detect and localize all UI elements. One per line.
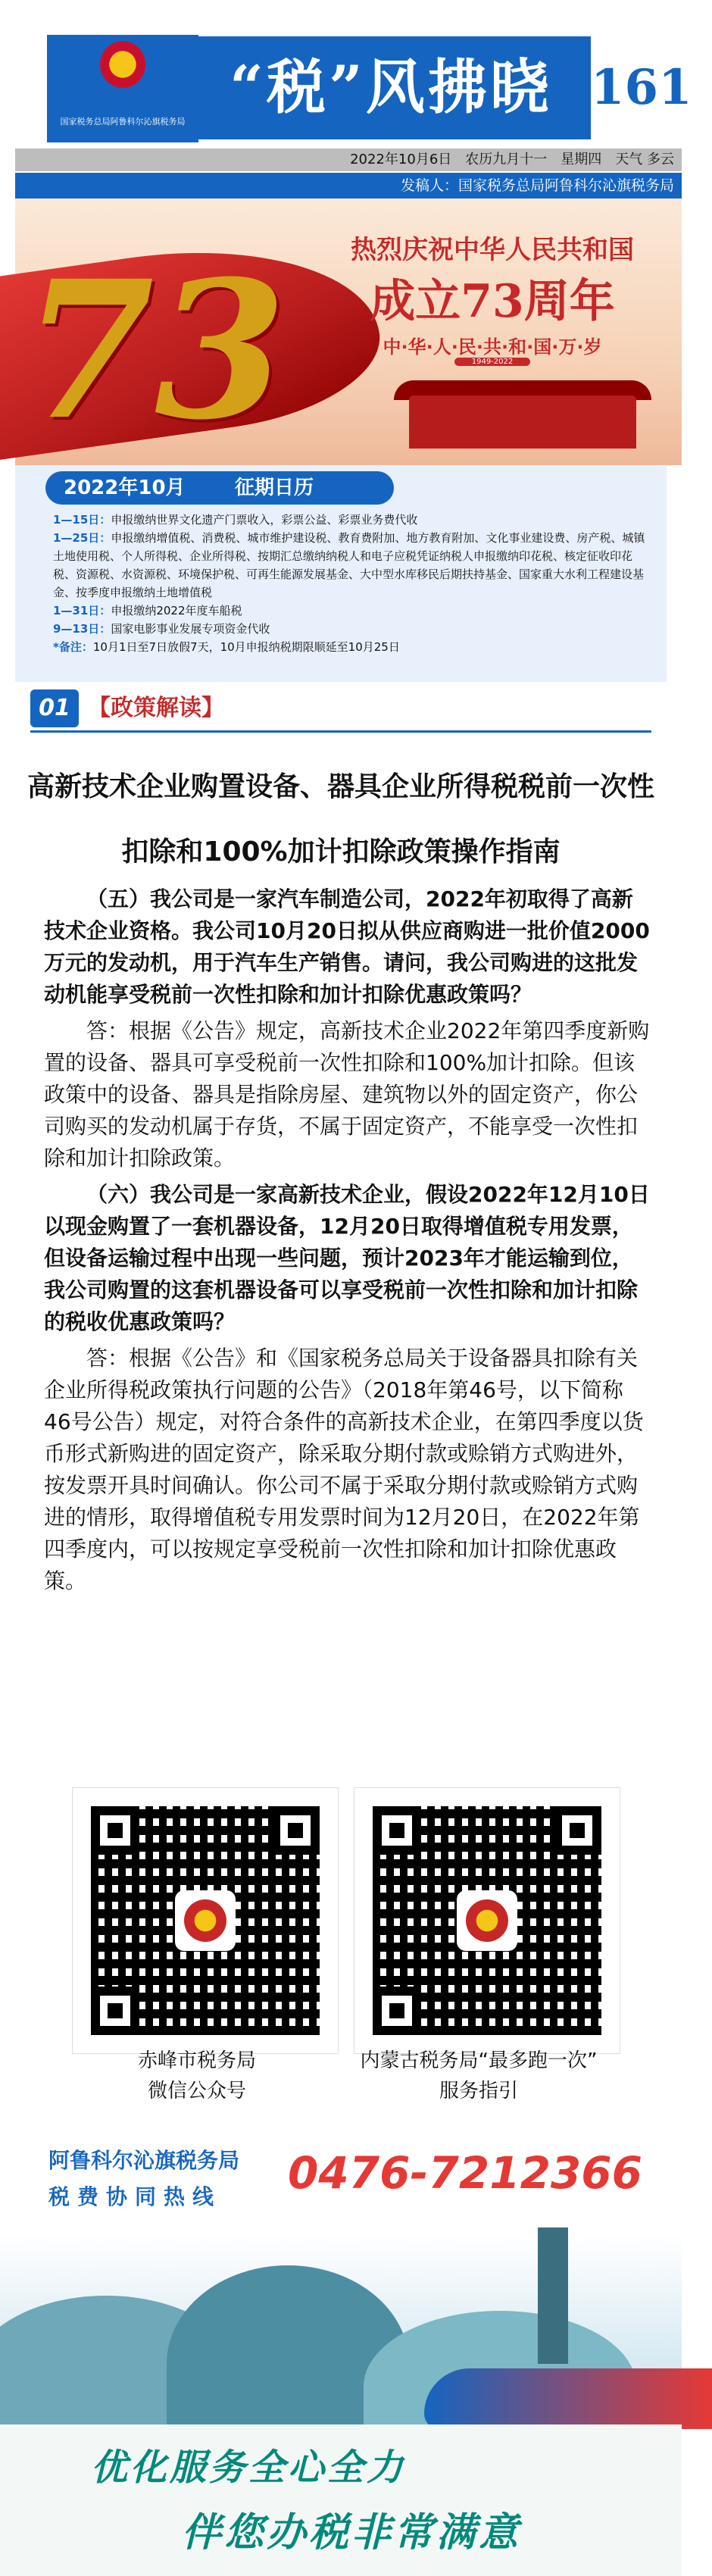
- hotline-phone[interactable]: 0476-7212366: [288, 2147, 642, 2199]
- calendar-item: [53, 638, 651, 656]
- anniversary-banner: [15, 199, 682, 465]
- banner-title: 成立73周年: [370, 275, 615, 328]
- section-number-badge: 01: [30, 689, 79, 727]
- calendar-title: 征期日历: [235, 477, 314, 499]
- calendar-item: [53, 529, 651, 602]
- page-title: “税”风拂晓: [230, 53, 552, 122]
- section-title: 【政策解读】: [88, 695, 224, 721]
- calendar-range: 9—13日：: [53, 622, 111, 636]
- article-body: [44, 883, 650, 1602]
- bullet-train-image: [424, 2368, 712, 2429]
- qr-finder: [373, 1806, 421, 1855]
- question-paragraph: （六）我公司是一家高新技术企业，假设2022年12月10日以现金购置了一套机器设备，12月20日取得增值税专用发票，但设备运输过程中出现一些问题，预计2023年才能运输到位，我公司购置的这套机器设备可以享受税前一次性扣除和加计扣除的税收优惠政策吗？: [44, 1182, 650, 1334]
- qr-finder: [271, 1806, 320, 1855]
- qr1-caption-line2: 微信公众号: [147, 2080, 246, 2102]
- masthead: [0, 0, 692, 199]
- star-icon: ★: [114, 52, 132, 75]
- qr-finder: [91, 1987, 139, 2035]
- article-title: 高新技术企业购置设备、器具企业所得税税前一次性扣除和100%加计扣除政策操作指南: [27, 771, 654, 868]
- calendar-note-label: *备注：: [53, 640, 93, 654]
- calendar-item: [53, 511, 651, 529]
- banner-years: 1949-2022: [454, 358, 530, 366]
- calendar-range: 1—25日：: [53, 531, 111, 545]
- calendar-text: 申报缴纳增值税、消费税、城市维护建设税、教育费附加、地方教育附加、文化事业建设费、房产税、城镇土地使用税、个人所得税、企业所得税、按期汇总缴纳纳税人和电子应税凭证纳税人申报缴纳印花税、核定征收印花税、资源税、水资源税、环境保护税、可再生能源发展基金、大中型水库移民后期扶持基金、国家重大水利工程建设基金、按季度申报缴纳土地增值税: [53, 531, 645, 599]
- calendar-range: 1—15日：: [53, 513, 111, 527]
- answer-paragraph: 答：根据《公告》和《国家税务总局关于设备器具扣除有关企业所得税政策执行问题的公告》（2018年第46号，以下简称46号公告）规定，对符合条件的高新技术企业，在第四季度以货币形式新购进的固定资产，除采取分期付款或赊销方式购进外，按发票开具时间确认。你公司不属于采取分期付款或赊销方式购进的情形，取得增值税专用发票时间为12月20日，在2022年第四季度内，可以按规定享受税前一次性扣除和加计扣除优惠政策。: [44, 1346, 644, 1593]
- calendar-item: [53, 602, 651, 620]
- calendar-note: 10月1日至7日放假7天，10月申报纳税期限顺延至10月25日: [92, 640, 400, 654]
- publisher-bar: [15, 173, 682, 199]
- calendar-list: [53, 511, 651, 656]
- qr-finder: [373, 1987, 421, 2035]
- footer-illustration: [0, 2235, 682, 2575]
- qr-center-logo: [457, 1890, 517, 1951]
- qr-code-service-guide[interactable]: [354, 1788, 620, 2053]
- calendar-text: 申报缴纳世界文化遗产门票收入，彩票公益、彩票业务费代收: [111, 513, 418, 527]
- section-divider: [30, 730, 651, 733]
- qr-finder: [91, 1806, 139, 1855]
- big-73-numeral: 73: [23, 239, 286, 461]
- calendar-text: 国家电影事业发展专项资金代收: [111, 622, 270, 636]
- tax-emblem-icon: [184, 1899, 226, 1942]
- date-line: 2022年10月6日 农历九月十一 星期四 天气 多云: [350, 152, 674, 167]
- qr-center-logo: [175, 1890, 236, 1951]
- title-box: [194, 36, 588, 139]
- qr1-caption-line1: 赤峰市税务局: [137, 2049, 256, 2072]
- banner-headline: 热烈庆祝中华人民共和国: [351, 235, 634, 265]
- calendar-month: 2022年10月: [64, 477, 186, 499]
- slogan-line2: 伴您办税非常满意: [182, 2509, 522, 2556]
- hotline-org: 阿鲁科尔沁旗税务局: [48, 2148, 240, 2173]
- publisher-line: 发稿人：国家税务总局阿鲁科尔沁旗税务局: [400, 177, 674, 194]
- banner-slogan: 中·华·人·民·共·和·国·万·岁: [383, 336, 602, 358]
- calendar-range: 1—31日：: [53, 604, 111, 617]
- qr2-caption-line1: 内蒙古税务局“最多跑一次”: [360, 2049, 598, 2072]
- qr-finder: [553, 1806, 601, 1855]
- qr2-caption-line2: 服务指引: [439, 2080, 518, 2102]
- slogan-line1: 优化服务全心全力: [91, 2446, 407, 2489]
- issue-number: 161: [591, 59, 692, 116]
- qr1-caption: [61, 2046, 333, 2106]
- answer-paragraph: 答：根据《公告》规定，高新技术企业2022年第四季度新购置的设备、器具可享受税前一次性扣除和100%加计扣除。但该政策中的设备、器具是指除房屋、建筑物以外的固定资产，你公司购买的发动机属于存货，不属于固定资产，不能享受一次性扣除和加计扣除政策。: [44, 1018, 650, 1171]
- logo-caption: 国家税务总局阿鲁科尔沁旗税务局: [60, 117, 186, 127]
- calendar-header: [45, 471, 394, 505]
- tax-emblem-icon: [466, 1899, 508, 1942]
- qr2-caption: [342, 2046, 615, 2106]
- tax-logo-box: [47, 35, 198, 142]
- calendar-text: 申报缴纳2022年度车船税: [111, 604, 242, 617]
- calendar-item: [53, 620, 651, 638]
- date-bar: [15, 148, 682, 171]
- hotline-label: 税费协同热线: [48, 2184, 222, 2209]
- tower-image: [538, 2227, 568, 2364]
- question-paragraph: （五）我公司是一家汽车制造公司，2022年初取得了高新技术企业资格。我公司10月20日拟从供应商购进一批价值2000万元的发动机，用于汽车生产销售。请问，我公司购进的这批发动机能享受税前一次性扣除和加计扣除优惠政策吗？: [44, 886, 650, 1007]
- qr-code-chifeng-wechat[interactable]: [73, 1788, 338, 2053]
- tax-calendar: [15, 465, 667, 682]
- tax-emblem-icon: [100, 41, 145, 88]
- tiananmen-image: [409, 395, 636, 449]
- issue-box: [588, 36, 692, 139]
